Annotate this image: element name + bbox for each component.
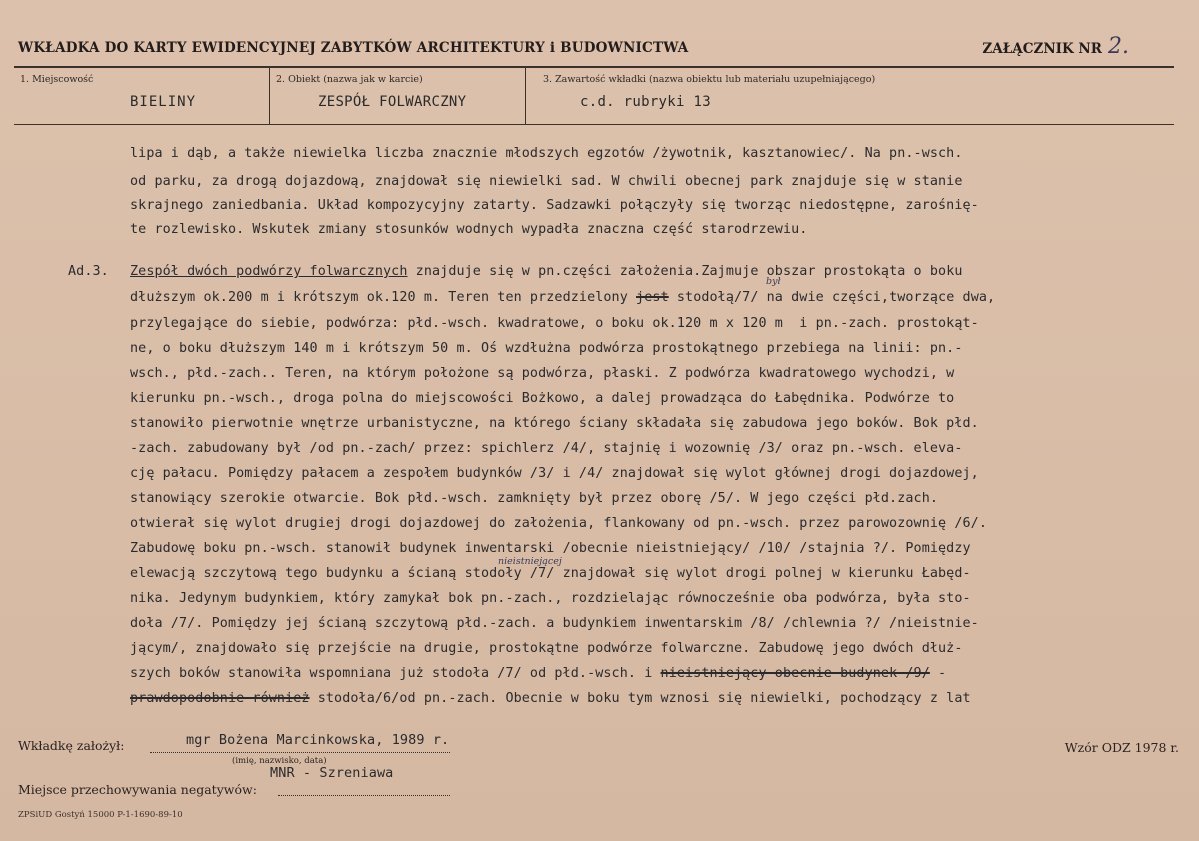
field-divider-2 <box>525 68 526 124</box>
fields-rule <box>14 124 1174 125</box>
object-value: ZESPÓŁ FOLWARCZNY <box>318 94 467 110</box>
storage-label: Miejsce przechowywania negatywów: <box>18 782 257 797</box>
name-caption: (imię, nazwisko, data) <box>232 756 327 766</box>
body-line: lipa i dąb, a także niewielka liczba znacznie młodszych egzotów /żywotnik, kasztanowiec/. Na pn.-wsch. <box>130 146 963 161</box>
struck-text: nieistniejący obecnie budynek /9/ <box>660 666 930 681</box>
section-label: Ad.3. <box>68 264 109 279</box>
body-text: stodoła/6/od pn.-zach. Obecnie w boku tym wznosi się niewielki, pochodzący z lat <box>309 691 971 706</box>
locality-label: 1. Miejscowość <box>20 74 94 85</box>
body-text: znajduje się w pn.części założenia.Zajmuje obszar prostokąta o boku <box>407 264 963 279</box>
struck-text: jest <box>636 290 669 305</box>
annex-number: 2. <box>1108 34 1129 59</box>
form-title: WKŁADKA DO KARTY EWIDENCYJNEJ ZABYTKÓW ARCHITEKTURY i BUDOWNICTWA <box>18 40 689 56</box>
body-line: przylegające do siebie, podwórza: płd.-wsch. kwadratowe, o boku ok.120 m x 120 m i pn.-zach. prostokąt- <box>130 316 979 331</box>
header-rule <box>14 66 1174 68</box>
body-line: otwierał się wylot drugiej drogi dojazdowej do założenia, flankowany od pn.-wsch. przez parowozownię /6/. <box>130 516 987 531</box>
body-line: stanowiło pierwotnie wnętrze urbanistyczne, na którego ściany składała się zabudowa jego boków. Bok płd. <box>130 416 979 431</box>
handwritten-note: nieistniejącej <box>498 556 562 567</box>
inserted-by-label: Wkładkę założył: <box>18 738 125 753</box>
body-line: elewacją szczytową tego budynku a ścianą stodoły /7/ znajdował się wylot drogi polnej w kierunku Łabęd- <box>130 566 971 581</box>
body-line: nika. Jedynym budynkiem, który zamykał bok pn.-zach., rozdzielając równocześnie oba podwórza, była sto- <box>130 591 971 606</box>
struck-text: prawdopodobnie również <box>130 691 310 706</box>
body-line: doła /7/. Pomiędzy jej ścianą szczytową płd.-zach. a budynkiem inwentarskim /8/ /chlewnia ?/ /nieistnie- <box>130 616 979 631</box>
contents-label: 3. Zawartość wkładki (nazwa obiektu lub materiału uzupełniającego) <box>543 74 876 85</box>
body-line: wsch., płd.-zach.. Teren, na którym położone są podwórza, płaski. Z podwórza kwadratowego wychodzi, w <box>130 366 955 381</box>
contents-value: c.d. rubryki 13 <box>580 94 711 110</box>
form-model: Wzór ODZ 1978 r. <box>1064 740 1179 755</box>
annex-label-text: ZAŁĄCZNIK NR <box>982 41 1102 57</box>
inserted-by-value: mgr Bożena Marcinkowska, 1989 r. <box>186 732 450 748</box>
body-line: cję pałacu. Pomiędzy pałacem a zespołem budynków /3/ i /4/ znajdował się wylot głównej drogi dojazdowej, <box>130 466 979 481</box>
section-heading: Zespół dwóch podwórzy folwarcznych <box>130 264 408 279</box>
storage-value: MNR - Szreniawa <box>270 765 394 781</box>
body-line: ne, o boku dłuższym 140 m i krótszym 50 m. Oś wzdłużna podwórza prostokątnego przebiega na linii: pn.- <box>130 341 963 356</box>
body-line: Zabudowę boku pn.-wsch. stanowił budynek inwentarski /obecnie nieistniejący/ /10/ /stajnia ?/. Pomiędzy <box>130 541 971 556</box>
body-line: jącym/, znajdowało się przejście na drugie, prostokątne podwórze folwarczne. Zabudowę jego dwóch dłuż- <box>130 641 963 656</box>
body-text: stodołą/7/ na dwie części,tworzące dwa, <box>668 290 996 305</box>
body-line <box>130 666 946 681</box>
body-line: stanowiący szerokie otwarcie. Bok płd.-wsch. zamknięty był przez oborę /5/. W jego części płd.zach. <box>130 491 939 506</box>
body-text: - <box>929 666 947 681</box>
body-line: od parku, za drogą dojazdową, znajdował się niewielki sad. W chwili obecnej park znajduje się w stanie <box>130 174 963 189</box>
body-line <box>130 264 963 279</box>
handwritten-correction: był <box>766 276 781 287</box>
body-line: kierunku pn.-wsch., droga polna do miejscowości Bożkowo, a dalej prowadząca do Łabędnika. Podwórze to <box>130 391 955 406</box>
body-line: skrajnego zaniedbania. Układ kompozycyjny zatarty. Sadzawki połączyły się tworząc niedostępne, zarośnię- <box>130 198 979 213</box>
body-text: dłuższym ok.200 m i krótszym ok.120 m. Teren ten przedzielony <box>130 290 637 305</box>
annex-label <box>982 34 1129 59</box>
field-divider-1 <box>269 68 270 124</box>
inserted-by-line <box>150 752 450 753</box>
body-line: -zach. zabudowany był /od pn.-zach/ przez: spichlerz /4/, stajnię i wozownię /3/ oraz pn.-wsch. eleva- <box>130 441 963 456</box>
locality-value: BIELINY <box>130 94 197 110</box>
body-text: szych boków stanowiła wspomniana już stodoła /7/ od płd.-wsch. i <box>130 666 661 681</box>
printer-imprint: ZPSiUD Gostyń 15000 P-1-1690-89-10 <box>18 810 183 820</box>
body-line: te rozlewisko. Wskutek zmiany stosunków wodnych wypadła znaczna część starodrzewiu. <box>130 222 808 237</box>
body-line <box>130 691 971 706</box>
object-label: 2. Obiekt (nazwa jak w karcie) <box>276 74 423 85</box>
storage-line <box>278 795 450 796</box>
body-line <box>130 290 995 305</box>
